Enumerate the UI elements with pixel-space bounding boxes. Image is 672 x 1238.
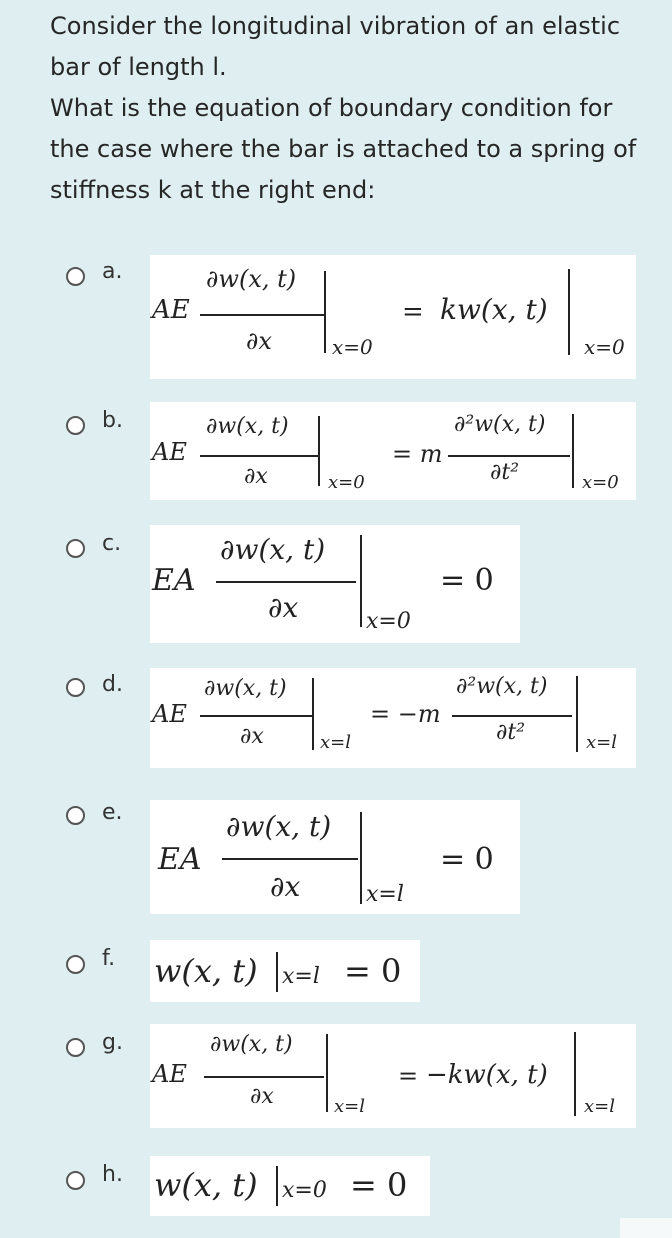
equals-sign: = −m — [370, 700, 441, 728]
radio-button-h[interactable] — [66, 1171, 85, 1190]
numerator: ∂w(x, t) — [210, 1032, 293, 1057]
evaluation-point: x=0 — [328, 472, 365, 493]
denominator: ∂x — [240, 724, 264, 749]
evaluation-point: x=l — [282, 964, 320, 989]
right-evaluation-point: x=l — [584, 1096, 615, 1117]
equation-b — [150, 402, 636, 500]
left-side: w(x, t) — [154, 1166, 258, 1204]
coefficient: AE — [152, 1060, 187, 1088]
equals-zero: = 0 — [440, 563, 494, 598]
equals-sign: = — [398, 1062, 419, 1090]
equals-zero: = 0 — [344, 952, 402, 990]
equation-c — [150, 525, 520, 643]
option-letter: a. — [102, 259, 123, 284]
option-letter: e. — [102, 800, 123, 825]
question-text — [50, 6, 650, 211]
option-letter: b. — [102, 408, 123, 433]
numerator: ∂w(x, t) — [206, 414, 289, 439]
denominator: ∂x — [250, 1084, 274, 1109]
left-side: w(x, t) — [154, 952, 258, 990]
equation-g — [150, 1024, 636, 1128]
right-denominator: ∂t² — [490, 460, 520, 485]
denominator: ∂x — [244, 464, 268, 489]
equation-d — [150, 668, 636, 768]
question-line-2: What is the equation of boundary condition for the case where the bar is attached to a spring of stiffness k at the right end: — [50, 94, 637, 204]
option-letter: c. — [102, 531, 122, 556]
evaluation-point: x=0 — [282, 1178, 327, 1203]
numerator: ∂w(x, t) — [226, 810, 332, 843]
radio-button-f[interactable] — [66, 955, 85, 974]
equation-f — [150, 940, 420, 1002]
coefficient: AE — [152, 295, 190, 325]
bottom-corner-panel — [620, 1218, 672, 1238]
radio-button-d[interactable] — [66, 678, 85, 697]
evaluation-point: x=l — [366, 882, 404, 907]
equation-h — [150, 1156, 430, 1216]
right-evaluation-point: x=l — [586, 732, 617, 753]
equation-a — [150, 255, 636, 379]
option-letter: g. — [102, 1030, 123, 1055]
radio-button-c[interactable] — [66, 539, 85, 558]
numerator: ∂w(x, t) — [220, 533, 326, 566]
evaluation-point: x=l — [334, 1096, 365, 1117]
denominator: ∂x — [268, 591, 299, 624]
equals-sign: = — [402, 297, 424, 327]
radio-button-b[interactable] — [66, 416, 85, 435]
right-side: kw(x, t) — [440, 293, 548, 326]
right-evaluation-point: x=0 — [584, 335, 625, 359]
equation-e — [150, 800, 520, 914]
right-side: −kw(x, t) — [426, 1060, 548, 1090]
equals-sign: = m — [392, 440, 443, 468]
option-letter: h. — [102, 1162, 123, 1187]
option-letter: f. — [102, 946, 116, 971]
radio-button-a[interactable] — [66, 267, 85, 286]
evaluation-point: x=0 — [332, 335, 373, 359]
denominator: ∂x — [270, 870, 301, 903]
coefficient: EA — [158, 842, 202, 877]
equals-zero: = 0 — [440, 842, 494, 877]
right-numerator: ∂²w(x, t) — [454, 412, 546, 437]
numerator: ∂w(x, t) — [204, 676, 287, 701]
radio-button-g[interactable] — [66, 1038, 85, 1057]
numerator: ∂w(x, t) — [206, 265, 297, 293]
question-line-1: Consider the longitudinal vibration of an elastic bar of length l. — [50, 12, 621, 81]
coefficient: EA — [152, 563, 196, 598]
option-letter: d. — [102, 672, 123, 697]
right-numerator: ∂²w(x, t) — [456, 674, 548, 699]
evaluation-point: x=0 — [366, 609, 411, 634]
denominator: ∂x — [246, 327, 272, 355]
evaluation-point: x=l — [320, 732, 351, 753]
coefficient: AE — [152, 700, 187, 728]
radio-button-e[interactable] — [66, 806, 85, 825]
right-evaluation-point: x=0 — [582, 472, 619, 493]
right-denominator: ∂t² — [496, 720, 526, 745]
equals-zero: = 0 — [350, 1166, 408, 1204]
coefficient: AE — [152, 438, 187, 466]
